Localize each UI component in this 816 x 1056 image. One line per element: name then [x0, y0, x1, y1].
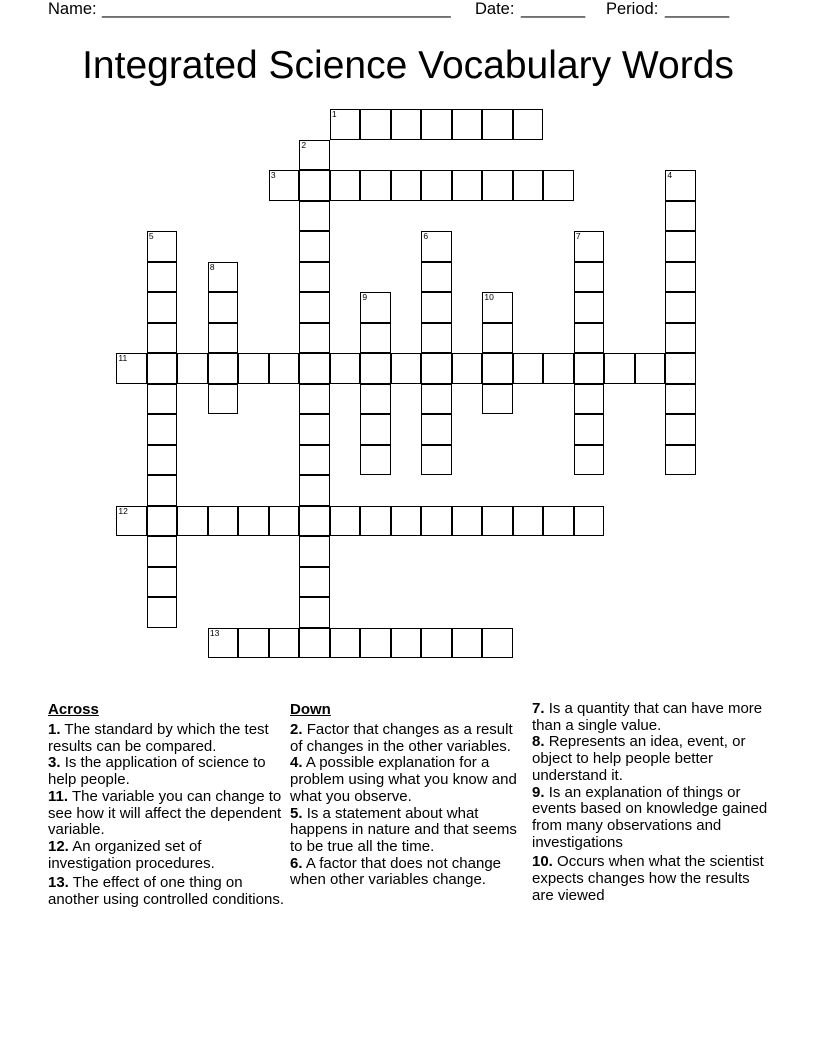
clue-item: 5. Is a statement about what happens in nature and that seems to be true all the time. [290, 804, 517, 855]
crossword-cell[interactable] [147, 231, 178, 262]
crossword-cell[interactable] [543, 170, 574, 201]
crossword-cell[interactable] [299, 353, 330, 384]
crossword-cell[interactable] [513, 506, 544, 537]
crossword-cell[interactable] [360, 445, 391, 476]
crossword-cell[interactable] [665, 445, 696, 476]
crossword-cell[interactable] [543, 353, 574, 384]
crossword-cell[interactable] [574, 414, 605, 445]
clue-item: 7. Is a quantity that can have more than a single value. [532, 700, 763, 734]
crossword-cell[interactable] [421, 231, 452, 262]
crossword-cell[interactable] [452, 628, 483, 659]
crossword-cell[interactable] [482, 353, 513, 384]
period-label: Period: [606, 0, 659, 18]
crossword-cell[interactable] [665, 262, 696, 293]
crossword-cell[interactable] [360, 384, 391, 415]
clue-item: 4. A possible explanation for a problem using what you know and what you observe. [290, 754, 517, 805]
crossword-cell[interactable] [299, 597, 330, 628]
crossword-cell[interactable] [665, 323, 696, 354]
crossword-grid [117, 110, 700, 663]
crossword-cell[interactable] [482, 170, 513, 201]
crossword-cell[interactable] [513, 170, 544, 201]
crossword-cell[interactable] [391, 109, 422, 140]
clue-number: 10 [484, 292, 494, 303]
crossword-cell[interactable] [299, 628, 330, 659]
crossword-cell[interactable] [360, 353, 391, 384]
crossword-cell[interactable] [147, 475, 178, 506]
crossword-cell[interactable] [421, 384, 452, 415]
clue-number: 13 [209, 627, 220, 638]
crossword-cell[interactable] [299, 384, 330, 415]
clue-item: 11. The variable you can change to see how it will affect the dependent variable. [48, 787, 282, 839]
crossword-cell[interactable] [299, 567, 330, 598]
crossword-cell[interactable] [482, 628, 513, 659]
crossword-cell[interactable] [208, 292, 239, 323]
down-clues-continued [532, 701, 772, 904]
crossword-cell[interactable] [513, 109, 544, 140]
crossword-cell[interactable] [360, 414, 391, 445]
crossword-cell[interactable] [147, 292, 178, 323]
crossword-cell[interactable] [360, 323, 391, 354]
crossword-cell[interactable] [665, 292, 696, 323]
crossword-cell[interactable] [360, 292, 391, 323]
crossword-cell[interactable] [665, 414, 696, 445]
crossword-cell[interactable] [574, 231, 605, 262]
crossword-cell[interactable] [543, 506, 574, 537]
crossword-cell[interactable] [208, 384, 239, 415]
crossword-cell[interactable] [574, 262, 605, 293]
crossword-cell[interactable] [177, 506, 208, 537]
crossword-cell[interactable] [421, 445, 452, 476]
crossword-cell[interactable] [421, 506, 452, 537]
crossword-cell[interactable] [177, 353, 208, 384]
name-label: Name: [48, 0, 97, 18]
crossword-cell[interactable] [482, 384, 513, 415]
crossword-cell[interactable] [269, 506, 300, 537]
crossword-cell[interactable] [269, 353, 300, 384]
crossword-cell[interactable] [299, 536, 330, 567]
crossword-cell[interactable] [421, 109, 452, 140]
crossword-cell[interactable] [452, 109, 483, 140]
crossword-cell[interactable] [604, 353, 635, 384]
crossword-cell[interactable] [452, 353, 483, 384]
clue-item: 12. An organized set of investigation procedures. [48, 837, 215, 872]
crossword-cell[interactable] [421, 628, 452, 659]
crossword-cell[interactable] [391, 170, 422, 201]
clue-number: 1 [331, 109, 337, 120]
crossword-cell[interactable] [238, 628, 269, 659]
crossword-cell[interactable] [299, 262, 330, 293]
crossword-cell[interactable] [208, 323, 239, 354]
crossword-cell[interactable] [299, 445, 330, 476]
crossword-cell[interactable] [147, 506, 178, 537]
crossword-cell[interactable] [208, 262, 239, 293]
crossword-cell[interactable] [238, 506, 269, 537]
crossword-cell[interactable] [421, 353, 452, 384]
crossword-cell[interactable] [665, 353, 696, 384]
crossword-cell[interactable] [269, 628, 300, 659]
crossword-cell[interactable] [147, 262, 178, 293]
clue-item: 6. A factor that does not change when other variables change. [290, 854, 501, 889]
clue-number: 11 [118, 353, 128, 364]
crossword-cell[interactable] [665, 384, 696, 415]
crossword-cell[interactable] [208, 506, 239, 537]
crossword-cell[interactable] [330, 353, 361, 384]
student-info-header [48, 0, 768, 22]
clue-number: 12 [118, 505, 128, 516]
crossword-cell[interactable] [574, 323, 605, 354]
crossword-cell[interactable] [147, 445, 178, 476]
crossword-cell[interactable] [360, 170, 391, 201]
crossword-cell[interactable] [482, 292, 513, 323]
crossword-cell[interactable] [421, 262, 452, 293]
crossword-cell[interactable] [665, 231, 696, 262]
crossword-cell[interactable] [665, 201, 696, 232]
clue-item: 10. Occurs when what the scientist expects changes how the results are viewed [532, 853, 764, 904]
crossword-cell[interactable] [360, 628, 391, 659]
clue-item: 8. Represents an idea, event, or object to help people better understand it. [532, 733, 746, 784]
crossword-cell[interactable] [299, 506, 330, 537]
crossword-cell[interactable] [299, 140, 330, 171]
crossword-cell[interactable] [208, 628, 239, 659]
crossword-cell[interactable] [299, 414, 330, 445]
crossword-cell[interactable] [421, 292, 452, 323]
crossword-cell[interactable] [238, 353, 269, 384]
crossword-cell[interactable] [574, 384, 605, 415]
crossword-cell[interactable] [452, 170, 483, 201]
crossword-cell[interactable] [421, 323, 452, 354]
clue-item: 1. The standard by which the test results can be compared. [48, 721, 269, 755]
crossword-cell[interactable] [299, 170, 330, 201]
crossword-cell[interactable] [635, 353, 666, 384]
across-heading: Across [48, 701, 99, 718]
clue-number: 4 [667, 170, 673, 181]
crossword-cell[interactable] [147, 353, 178, 384]
clue-item: 2. Factor that changes as a result of changes in the other variables. [290, 721, 513, 755]
crossword-cell[interactable] [574, 506, 605, 537]
across-clues [48, 701, 284, 909]
crossword-cell[interactable] [330, 628, 361, 659]
crossword-cell[interactable] [299, 475, 330, 506]
crossword-cell[interactable] [208, 353, 239, 384]
crossword-cell[interactable] [299, 323, 330, 354]
name-blank: ______________________________________ [102, 0, 451, 18]
crossword-cell[interactable] [147, 384, 178, 415]
crossword-cell[interactable] [452, 506, 483, 537]
clue-number: 3 [270, 170, 276, 181]
crossword-cell[interactable] [299, 292, 330, 323]
crossword-cell[interactable] [665, 170, 696, 201]
crossword-cell[interactable] [116, 353, 147, 384]
page-title: Integrated Science Vocabulary Words [82, 44, 734, 87]
clue-number: 8 [209, 261, 215, 272]
clue-item: 9. Is an explanation of things or events based on knowledge gained from many observations and investigations [532, 783, 768, 851]
crossword-cell[interactable] [482, 323, 513, 354]
period-blank: _______ [665, 0, 730, 18]
crossword-cell[interactable] [299, 201, 330, 232]
crossword-cell[interactable] [360, 109, 391, 140]
crossword-cell[interactable] [421, 414, 452, 445]
crossword-cell[interactable] [330, 170, 361, 201]
crossword-cell[interactable] [391, 628, 422, 659]
clue-number: 5 [148, 231, 154, 242]
crossword-cell[interactable] [147, 567, 178, 598]
crossword-cell[interactable] [147, 414, 178, 445]
crossword-cell[interactable] [330, 506, 361, 537]
crossword-cell[interactable] [147, 323, 178, 354]
crossword-cell[interactable] [482, 109, 513, 140]
down-heading: Down [290, 701, 331, 718]
date-blank: _______ [521, 0, 586, 18]
date-label: Date: [475, 0, 515, 18]
crossword-cell[interactable] [421, 170, 452, 201]
crossword-cell[interactable] [574, 445, 605, 476]
crossword-cell[interactable] [574, 292, 605, 323]
crossword-cell[interactable] [147, 597, 178, 628]
crossword-cell[interactable] [269, 170, 300, 201]
crossword-cell[interactable] [482, 506, 513, 537]
crossword-cell[interactable] [360, 506, 391, 537]
crossword-cell[interactable] [116, 506, 147, 537]
down-clues [290, 701, 522, 889]
clue-number: 7 [575, 231, 581, 242]
crossword-cell[interactable] [147, 536, 178, 567]
crossword-cell[interactable] [513, 353, 544, 384]
crossword-cell[interactable] [391, 506, 422, 537]
crossword-cell[interactable] [330, 109, 361, 140]
crossword-cell[interactable] [574, 353, 605, 384]
clue-number: 9 [362, 292, 368, 303]
clue-number: 6 [423, 231, 429, 242]
crossword-cell[interactable] [299, 231, 330, 262]
clue-number: 2 [301, 139, 307, 150]
clue-item: 13. The effect of one thing on another using controlled conditions. [48, 874, 284, 909]
crossword-cell[interactable] [391, 353, 422, 384]
clue-item: 3. Is the application of science to help people. [48, 754, 266, 789]
